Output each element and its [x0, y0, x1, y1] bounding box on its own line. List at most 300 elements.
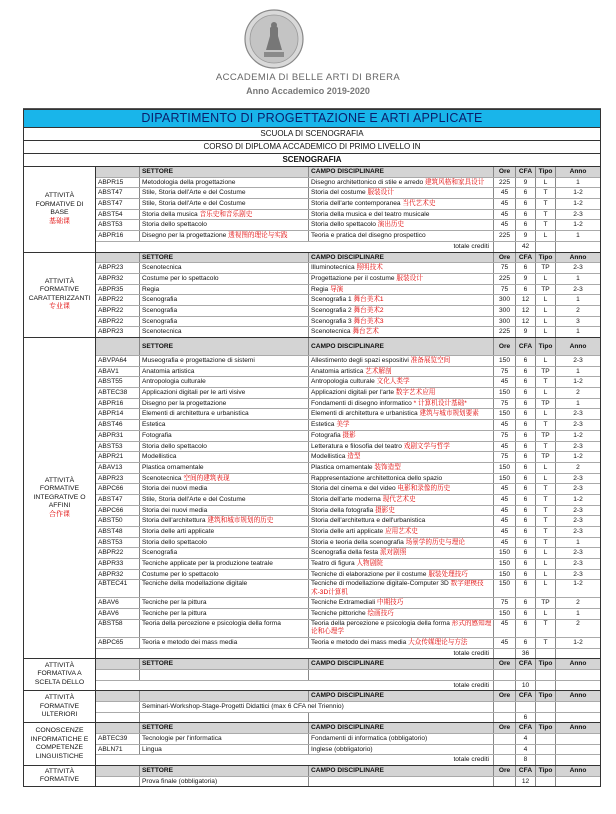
- row-cfa: 6: [516, 409, 536, 419]
- ulteriori-cfa: 6: [516, 713, 536, 723]
- row-campo-it: Fotografia: [311, 431, 341, 439]
- row-settore: [140, 188, 309, 198]
- row-campo-it: Elementi di architettura e urbanistica: [311, 410, 418, 418]
- row-campo-it: Regia: [311, 285, 329, 293]
- course-row: [96, 306, 600, 317]
- row-campo: [309, 548, 494, 558]
- row-anno: 3: [576, 317, 580, 325]
- row-settore-cn: 空间的建筑表现: [183, 474, 230, 482]
- col-anno: Anno: [569, 767, 587, 775]
- row-cfa: 6: [516, 367, 536, 377]
- row-ore: 45: [494, 495, 516, 505]
- row-code: ABPR35: [96, 285, 140, 295]
- row-ore: 150: [494, 609, 516, 619]
- row-tipo: L: [536, 474, 556, 484]
- row-code: ABPR22: [96, 548, 140, 558]
- row-cfa: 4: [516, 734, 536, 744]
- col-tipo: Tipo: [536, 167, 556, 177]
- row-cfa: 9: [516, 231, 536, 241]
- row-tipo: T: [536, 506, 556, 516]
- row-settore-it: Tecniche applicate per la produzione teatrale: [142, 560, 273, 568]
- row-ore: 300: [494, 306, 516, 316]
- row-campo: [309, 452, 494, 462]
- row-campo-it: Tecniche pittoriche: [311, 610, 366, 618]
- row-settore-it: Regia: [142, 285, 160, 293]
- header-row: [96, 338, 600, 356]
- col-tipo: Tipo: [536, 723, 556, 733]
- row-campo-it: Letteratura e filosofia del teatro: [311, 442, 402, 450]
- row-tipo: TP: [536, 399, 556, 409]
- row-cfa: 6: [516, 527, 536, 537]
- row-anno: 2-3: [573, 421, 583, 429]
- row-settore-it: Stile, Storia dell'Arte e del Costume: [142, 495, 246, 503]
- row-ore: 75: [494, 285, 516, 295]
- row-anno: 2-3: [573, 528, 583, 535]
- section-label: [24, 691, 96, 722]
- row-anno: 1-2: [573, 378, 583, 386]
- row-anno: 2: [576, 463, 580, 471]
- header-row: [96, 659, 600, 670]
- course-row: [96, 745, 600, 756]
- row-campo-cn: 摄影史: [375, 506, 395, 514]
- row-campo: [309, 306, 494, 316]
- row-cfa: 6: [516, 570, 536, 580]
- row-code: ABST47: [96, 199, 140, 209]
- section-scelta: [23, 659, 601, 691]
- row-code: ABST47: [96, 188, 140, 198]
- col-settore: SETTORE: [140, 253, 309, 263]
- row-settore: [140, 516, 309, 526]
- row-settore: [140, 506, 309, 516]
- row-cfa: 6: [516, 516, 536, 526]
- row-campo-cn: 现代艺术史: [382, 495, 416, 503]
- row-campo-cn: 大众传媒理论与方法: [408, 638, 468, 646]
- row-ore: 45: [494, 188, 516, 198]
- row-campo: [309, 388, 494, 398]
- row-settore: Lingua: [140, 745, 309, 755]
- row-settore: [140, 409, 309, 419]
- row-campo: [309, 178, 494, 188]
- row-ore: 75: [494, 399, 516, 409]
- row-campo-it: Anatomia artistica: [311, 367, 364, 375]
- col-anno: Anno: [569, 253, 587, 261]
- row-code: ABLN71: [96, 745, 140, 755]
- row-cfa: 6: [516, 210, 536, 220]
- section-label: [24, 723, 96, 765]
- row-ore: 150: [494, 356, 516, 366]
- row-campo-it: Plastica ornamentale: [311, 463, 373, 471]
- row-cfa: 6: [516, 285, 536, 295]
- row-code: ABPR16: [96, 231, 140, 241]
- row-campo-it: Scenografia 3: [311, 317, 352, 325]
- course-row: [96, 580, 600, 598]
- row-settore: Prova finale (obbligatoria): [140, 777, 309, 787]
- row-code: ABAV1: [96, 367, 140, 377]
- row-ore: 75: [494, 598, 516, 608]
- row-code: ABPR23: [96, 474, 140, 484]
- row-anno: 1: [576, 274, 580, 282]
- course-row: [96, 399, 600, 410]
- row-code: ABST53: [96, 538, 140, 548]
- row-settore-it: Anatomia artistica: [142, 367, 195, 375]
- row-settore-cn: 透视图的理论与实践: [228, 232, 288, 240]
- row-code: ABPR14: [96, 409, 140, 419]
- row-campo: [309, 580, 494, 597]
- row-settore-it: Plastica ornamentale: [142, 463, 204, 471]
- row-tipo: T: [536, 638, 556, 648]
- row-code: ABST53: [96, 442, 140, 452]
- section-table: [96, 253, 600, 338]
- course-row: [96, 274, 600, 285]
- row-settore-it: Costume per lo spettacolo: [142, 274, 219, 282]
- row-cfa: 6: [516, 484, 536, 494]
- row-cfa: 6: [516, 356, 536, 366]
- row-settore-it: Storia dello spettacolo: [142, 442, 207, 450]
- row-tipo: L: [536, 559, 556, 569]
- row-settore: [140, 495, 309, 505]
- row-campo-it: Storia e teoria della scenografia: [311, 538, 404, 546]
- row-campo: [309, 516, 494, 526]
- row-campo: [309, 570, 494, 580]
- row-settore: [140, 620, 309, 637]
- section-label-cn: 专业课: [49, 303, 70, 311]
- course-row: [96, 620, 600, 638]
- row-campo-cn: 文化人类学: [376, 378, 410, 386]
- row-settore-it: Estetica: [142, 421, 166, 429]
- row-campo-it: Disegno architettonico di stile e arredo: [311, 178, 424, 186]
- row-settore-it: Scenotecnica: [142, 474, 182, 482]
- row-cfa: 6: [516, 263, 536, 273]
- course-title: CORSO DI DIPLOMA ACCADEMICO DI PRIMO LIVELLO IN: [23, 141, 601, 154]
- row-tipo: L: [536, 327, 556, 337]
- row-cfa: 9: [516, 274, 536, 284]
- course-row: [96, 548, 600, 559]
- row-campo-it: Scenografia 1: [311, 296, 352, 304]
- row-cfa: 6: [516, 463, 536, 473]
- row-settore-it: Disegno per la progettazione: [142, 232, 227, 240]
- section-0: [23, 167, 601, 253]
- row-anno: 2: [576, 619, 580, 627]
- row-anno: 1-2: [573, 200, 583, 208]
- row-anno: 1-2: [573, 495, 583, 503]
- row-ore: 45: [494, 527, 516, 537]
- row-cfa: 9: [516, 178, 536, 188]
- row-campo: [309, 409, 494, 419]
- row-campo-cn: 服装设计: [396, 274, 423, 282]
- row-code: ABPR21: [96, 452, 140, 462]
- row-anno: 2-3: [573, 517, 583, 525]
- row-settore: Tecnologie per l'informatica: [140, 734, 309, 744]
- section-label: [24, 766, 96, 786]
- row-settore-it: Tecniche per la pittura: [142, 610, 207, 618]
- course-row: [96, 409, 600, 420]
- academy-name: ACCADEMIA DI BELLE ARTI DI BRERA: [215, 72, 401, 83]
- row-ore: 45: [494, 620, 516, 637]
- col-campo: CAMPO DISCIPLINARE: [309, 691, 494, 701]
- row-campo: [309, 638, 494, 648]
- row-campo-it: Teatro di figura: [311, 560, 355, 568]
- row-code: ABST50: [96, 516, 140, 526]
- row-settore: [140, 178, 309, 188]
- row-ore: 150: [494, 388, 516, 398]
- col-anno: Anno: [569, 660, 587, 668]
- row-settore: [140, 527, 309, 537]
- row-anno: 1: [576, 178, 580, 186]
- course-row: [96, 356, 600, 367]
- col-ore: Ore: [494, 338, 516, 355]
- row-tipo: L: [536, 409, 556, 419]
- row-campo-cn: 建筑与城市规划要素: [419, 410, 479, 418]
- row-campo-cn: 数字艺术应用: [395, 389, 436, 397]
- seminar-row: [96, 702, 600, 713]
- row-cfa: 6: [516, 420, 536, 430]
- header-row: [96, 253, 600, 264]
- row-tipo: TP: [536, 263, 556, 273]
- row-settore: [140, 598, 309, 608]
- row-ore: 45: [494, 506, 516, 516]
- row-settore: [140, 263, 309, 273]
- row-campo: [309, 188, 494, 198]
- section-label-it: ATTIVITÀ FORMATIVE: [39, 767, 80, 784]
- row-settore-it: Fotografia: [142, 431, 172, 439]
- row-tipo: TP: [536, 285, 556, 295]
- row-code: ABST54: [96, 210, 140, 220]
- row-code: ABTEC39: [96, 734, 140, 744]
- curriculum-sheet: [23, 104, 601, 787]
- department-title: DIPARTIMENTO DI PROGETTAZIONE E ARTI APPLICATE: [23, 109, 601, 128]
- row-cfa: 12: [516, 317, 536, 327]
- header-row: [96, 167, 600, 178]
- col-ore: Ore: [494, 691, 516, 701]
- row-campo-it: Antropologia culturale: [311, 378, 375, 386]
- row-campo-it: Storia dell'architettura e dell'urbanistica: [311, 517, 426, 525]
- course-row: [96, 420, 600, 431]
- row-tipo: T: [536, 484, 556, 494]
- cfa-row: [96, 713, 600, 723]
- row-campo-cn: 人物剧院: [356, 560, 383, 568]
- row-settore-it: Storia delle arti applicate: [142, 528, 215, 535]
- row-code: ABPR22: [96, 295, 140, 305]
- row-campo-it: Storia dell'arte moderna: [311, 495, 381, 503]
- col-cfa: CFA: [516, 338, 536, 355]
- row-settore-it: Scenografia: [142, 317, 178, 325]
- col-cfa: CFA: [516, 167, 536, 177]
- row-settore-it: Scenografia: [142, 549, 178, 557]
- header-row: [96, 766, 600, 777]
- sections-container: [23, 167, 601, 659]
- row-campo-it: Scenografia 2: [311, 306, 352, 314]
- row-ore: 45: [494, 638, 516, 648]
- school-title: SCUOLA DI SCENOGRAFIA: [23, 128, 601, 141]
- row-code: ABPC66: [96, 506, 140, 516]
- col-campo: CAMPO DISCIPLINARE: [309, 338, 494, 355]
- section-ulteriori: [23, 691, 601, 723]
- row-settore-it: Elementi di architettura e urbanistica: [142, 410, 249, 418]
- row-tipo: L: [536, 548, 556, 558]
- seminar-text: Seminari-Workshop-Stage-Progetti Didattici (max 6 CFA nel Triennio): [140, 702, 494, 712]
- row-code: ABST53: [96, 220, 140, 230]
- col-anno: Anno: [569, 343, 587, 350]
- row-settore: [140, 580, 309, 597]
- row-campo-it: Modellistica: [311, 453, 346, 461]
- row-campo-it: Storia della musica e del teatro musicale: [311, 210, 430, 218]
- row-cfa: 6: [516, 199, 536, 209]
- col-settore: SETTORE: [140, 167, 309, 177]
- section-table: [96, 338, 600, 658]
- row-cfa: 6: [516, 538, 536, 548]
- col-campo: CAMPO DISCIPLINARE: [309, 659, 494, 669]
- row-tipo: T: [536, 199, 556, 209]
- row-settore: [140, 295, 309, 305]
- row-tipo: T: [536, 516, 556, 526]
- row-tipo: L: [536, 295, 556, 305]
- row-settore-it: Applicazioni digitali per le arti visive: [142, 389, 246, 397]
- total-label: totale crediti: [96, 242, 494, 252]
- row-tipo: T: [536, 188, 556, 198]
- row-campo: [309, 527, 494, 537]
- row-ore: 150: [494, 548, 516, 558]
- row-settore: [140, 306, 309, 316]
- row-cfa: 6: [516, 442, 536, 452]
- row-campo: [309, 263, 494, 273]
- row-settore: [140, 367, 309, 377]
- section-finale: [23, 766, 601, 787]
- row-cfa: 9: [516, 327, 536, 337]
- row-campo-it: Rappresentazione architettonica dello spazio: [311, 474, 443, 482]
- total-row: [96, 242, 600, 252]
- row-campo: Fondamenti di informatica (obbligatorio): [309, 734, 494, 744]
- row-tipo: T: [536, 527, 556, 537]
- row-settore: [140, 431, 309, 441]
- row-campo-cn: 照明技术: [356, 264, 383, 272]
- row-code: ABPR32: [96, 570, 140, 580]
- col-anno: Anno: [569, 724, 587, 732]
- row-campo-cn: 绘画技巧: [367, 610, 394, 618]
- row-settore: [140, 199, 309, 209]
- row-ore: 45: [494, 420, 516, 430]
- row-campo-cn: 电影和录像的历史: [397, 485, 451, 493]
- row-settore: [140, 420, 309, 430]
- row-campo-cn: 美学: [336, 421, 350, 429]
- row-campo-cn: 场景学的历史与理论: [405, 538, 465, 546]
- course-row: [96, 178, 600, 189]
- row-ore: 45: [494, 210, 516, 220]
- row-code: ABPR33: [96, 559, 140, 569]
- row-code: ABVPA64: [96, 356, 140, 366]
- academy-seal-logo: [244, 8, 304, 70]
- row-campo-cn: 中期技巧: [376, 599, 404, 607]
- section-label-it: ATTIVITÀ FORMATIVA A SCELTA DELLO: [34, 661, 85, 686]
- row-campo-it: Scenografia della festa: [311, 549, 379, 557]
- row-code: ABPR23: [96, 263, 140, 273]
- row-campo-it: Storia del cinema e del video: [311, 485, 396, 493]
- row-ore: 75: [494, 263, 516, 273]
- row-code: ABST55: [96, 377, 140, 387]
- row-tipo: L: [536, 317, 556, 327]
- course-row: [96, 538, 600, 549]
- row-anno: 2: [576, 306, 580, 314]
- row-tipo: L: [536, 356, 556, 366]
- row-tipo: T: [536, 495, 556, 505]
- row-campo-cn: 服装处理技巧: [428, 570, 468, 578]
- row-campo-it: Tecniche di elaborazione per il costume: [311, 570, 427, 578]
- row-campo-cn: 当代艺术史: [402, 200, 436, 208]
- course-row: [96, 559, 600, 570]
- section-table: [96, 659, 600, 690]
- row-campo-it: Illuminotecnica: [311, 264, 355, 272]
- total-value: 8: [516, 755, 536, 765]
- row-code: ABTEC38: [96, 388, 140, 398]
- row-settore: [140, 638, 309, 648]
- row-campo: [309, 399, 494, 409]
- row-campo-cn: * 计算机设计基础*: [413, 399, 467, 407]
- row-settore-cn: 音乐史和音乐剧史: [199, 210, 253, 218]
- row-ore: 150: [494, 409, 516, 419]
- row-ore: 45: [494, 199, 516, 209]
- row-campo: [309, 356, 494, 366]
- row-code: ABST47: [96, 495, 140, 505]
- row-campo: [309, 210, 494, 220]
- row-cfa: 12: [516, 295, 536, 305]
- row-tipo: T: [536, 442, 556, 452]
- row-tipo: L: [536, 306, 556, 316]
- row-settore-it: Storia della musica: [142, 210, 198, 218]
- row-ore: 45: [494, 377, 516, 387]
- col-ore: Ore: [494, 253, 516, 263]
- course-row: [96, 638, 600, 649]
- section-1: [23, 253, 601, 339]
- row-settore-it: Storia dello spettacolo: [142, 538, 207, 546]
- course-row: [96, 327, 600, 337]
- course-row: [96, 506, 600, 517]
- row-cfa: 6: [516, 506, 536, 516]
- row-anno: 2-3: [573, 549, 583, 557]
- row-settore: [140, 356, 309, 366]
- row-campo-it: Storia della fotografia: [311, 506, 374, 514]
- total-row: [96, 649, 600, 659]
- col-ore: Ore: [494, 167, 516, 177]
- row-code: ABPC65: [96, 638, 140, 648]
- row-campo-it: Storia dell'arte contemporanea: [311, 200, 401, 208]
- row-campo-cn: 数字建模技术-3D计算机: [311, 580, 484, 596]
- col-tipo: Tipo: [536, 338, 556, 355]
- row-tipo: L: [536, 231, 556, 241]
- row-ore: 150: [494, 580, 516, 597]
- row-campo-it: Progettazione per il costume: [311, 274, 395, 282]
- section-table: [96, 691, 600, 722]
- row-campo: [309, 367, 494, 377]
- course-row: [96, 231, 600, 242]
- row-campo-it: Tecniche di modellazione digitale-Computer 3D: [311, 580, 449, 588]
- row-settore-it: Scenotecnica: [142, 328, 182, 336]
- row-anno: 1: [576, 538, 580, 546]
- col-cfa: CFA: [516, 659, 536, 669]
- row-tipo: T: [536, 210, 556, 220]
- course-row: [96, 734, 600, 745]
- row-settore-it: Costume per lo spettacolo: [142, 570, 219, 578]
- row-ore: 225: [494, 231, 516, 241]
- row-code: ABPR22: [96, 317, 140, 327]
- col-settore: SETTORE: [140, 659, 309, 669]
- section-label-it: ATTIVITÀ FORMATIVE ULTERIORI: [39, 694, 80, 719]
- row-campo: [309, 506, 494, 516]
- row-campo: [309, 474, 494, 484]
- row-tipo: T: [536, 420, 556, 430]
- row-code: ABTEC41: [96, 580, 140, 597]
- row-settore-it: Disegno per la progettazione: [142, 399, 227, 407]
- row-tipo: L: [536, 388, 556, 398]
- row-campo-it: Tecniche Extramediali: [311, 599, 376, 607]
